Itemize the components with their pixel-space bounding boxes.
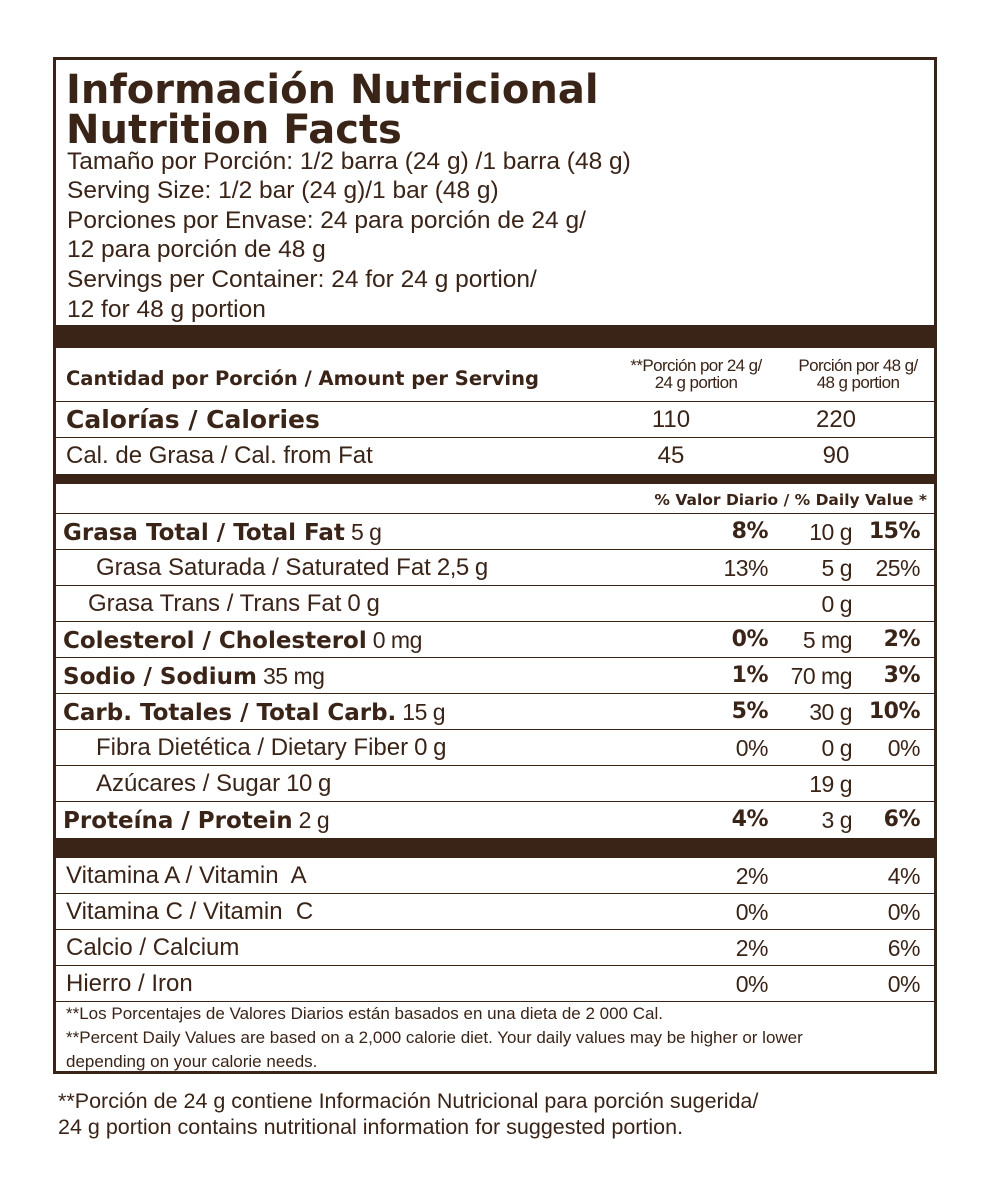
nutrient-dv-48g: 2% — [883, 627, 920, 652]
divider — [56, 437, 934, 438]
footnote-es: **Los Porcentajes de Valores Diarios están basados en una dieta de 2 000 Cal. — [66, 1004, 663, 1023]
nutrient-dv-48g: 10% — [868, 699, 920, 724]
column-header-48g — [783, 357, 933, 391]
vitamin-label: Calcio / Calcium — [66, 934, 240, 961]
nutrient-label-line — [88, 586, 379, 622]
calories-48g: 220 — [815, 406, 857, 433]
nutrient-dv-24g: 1% — [731, 663, 768, 688]
nutrient-name: Grasa Total / Total Fat — [63, 520, 345, 546]
nutrient-row — [56, 802, 934, 838]
nutrient-dv-48g: 6% — [883, 807, 920, 832]
vitamin-dv-48g: 6% — [887, 935, 920, 961]
nutrient-name: Sodio / Sodium — [63, 664, 257, 690]
medium-divider — [56, 474, 934, 484]
nutrient-amount-48g: 5 g — [821, 555, 852, 581]
nutrient-dv-24g: 0% — [735, 735, 768, 761]
thick-divider — [56, 325, 934, 348]
vitamin-row — [56, 858, 934, 894]
vitamin-dv-48g: 0% — [887, 971, 920, 997]
nutrient-dv-24g: 0% — [731, 627, 768, 652]
nutrient-dv-24g: 13% — [723, 555, 768, 581]
nutrient-dv-24g: 5% — [731, 699, 768, 724]
vitamin-label: Vitamina C / Vitamin C — [66, 898, 314, 925]
nutrient-row — [56, 658, 934, 694]
nutrient-amount: 5 g — [350, 519, 382, 545]
cal-from-fat-48g: 90 — [822, 442, 850, 469]
nutrient-amount-48g: 0 g — [821, 591, 852, 617]
nutrient-amount: 0 g — [414, 734, 446, 761]
nutrition-facts-panel — [53, 57, 937, 1074]
vitamin-dv-48g: 4% — [887, 863, 920, 889]
nutrient-amount: 15 g — [402, 699, 446, 725]
servings-per-container-es-1: Porciones por Envase: 24 para porción de 24 g/ — [67, 207, 586, 234]
nutrient-name: Fibra Dietética / Dietary Fiber — [96, 734, 409, 761]
nutrient-dv-48g: 3% — [883, 663, 920, 688]
servings-per-container-es-2: 12 para porción de 48 g — [67, 236, 326, 263]
nutrient-row — [56, 586, 934, 622]
nutrient-label-line — [96, 766, 331, 802]
vitamin-dv-24g: 0% — [735, 899, 768, 925]
nutrient-amount-48g: 3 g — [821, 807, 852, 833]
serving-size-es: Tamaño por Porción: 1/2 barra (24 g) /1 barra (48 g) — [67, 148, 631, 175]
nutrient-amount: 2 g — [298, 807, 330, 833]
daily-value-header: % Valor Diario / % Daily Value * — [654, 491, 927, 509]
nutrient-amount: 35 mg — [262, 663, 325, 689]
nutrient-dv-24g: 8% — [731, 519, 768, 544]
nutrient-amount: 10 g — [286, 770, 331, 797]
divider — [56, 401, 934, 402]
servings-per-container-en-2: 12 for 48 g portion — [67, 296, 266, 323]
vitamin-dv-24g: 2% — [735, 935, 768, 961]
nutrient-amount-48g: 0 g — [821, 735, 852, 761]
vitamin-label: Hierro / Iron — [66, 970, 193, 997]
servings-per-container-en-1: Servings per Container: 24 for 24 g portion/ — [67, 266, 537, 293]
nutrient-dv-48g: 25% — [875, 555, 920, 581]
nutrient-label-line — [63, 514, 381, 551]
nutrient-label-line — [96, 550, 488, 586]
column-header-48g-line1: Porción por 48 g/ — [798, 356, 918, 375]
nutrient-row — [56, 622, 934, 658]
vitamin-dv-24g: 0% — [735, 971, 768, 997]
nutrient-amount-48g: 5 mg — [802, 627, 852, 653]
cal-from-fat-label: Cal. de Grasa / Cal. from Fat — [66, 442, 373, 469]
calories-label: Calorías / Calories — [66, 405, 320, 434]
nutrient-row — [56, 694, 934, 730]
nutrient-row — [56, 730, 934, 766]
thick-divider — [56, 838, 934, 858]
nutrient-amount-48g: 30 g — [809, 699, 852, 725]
title-english: Nutrition Facts — [66, 107, 402, 153]
vitamin-label: Vitamina A / Vitamin A — [66, 862, 307, 889]
cal-from-fat-24g: 45 — [657, 442, 685, 469]
vitamin-dv-48g: 0% — [887, 899, 920, 925]
column-header-24g — [616, 357, 776, 391]
nutrient-name: Grasa Saturada / Saturated Fat — [96, 554, 431, 581]
vitamin-dv-24g: 2% — [735, 863, 768, 889]
nutrient-row — [56, 514, 934, 550]
nutrient-amount-48g: 19 g — [809, 771, 852, 797]
vitamin-row — [56, 930, 934, 966]
serving-size-en: Serving Size: 1/2 bar (24 g)/1 bar (48 g) — [67, 177, 499, 204]
nutrient-name: Proteína / Protein — [63, 808, 293, 834]
vitamin-row — [56, 894, 934, 930]
nutrient-amount: 0 mg — [372, 627, 422, 653]
nutrient-amount-48g: 70 mg — [790, 663, 852, 689]
nutrient-label-line — [63, 694, 445, 731]
calories-24g: 110 — [651, 406, 691, 433]
nutrient-row — [56, 550, 934, 586]
nutrient-label-line — [63, 658, 324, 695]
column-header-24g-line1: **Porción por 24 g/ — [630, 356, 762, 375]
nutrient-name: Azúcares / Sugar — [96, 770, 281, 797]
nutrient-name: Grasa Trans / Trans Fat — [88, 590, 342, 617]
nutrient-amount: 2,5 g — [436, 554, 488, 581]
nutrient-row — [56, 766, 934, 802]
nutrient-label-line — [63, 622, 422, 659]
portion-note-es: **Porción de 24 g contiene Información Nutricional para porción sugerida/ — [58, 1089, 759, 1113]
nutrient-name: Colesterol / Cholesterol — [63, 628, 367, 654]
vitamin-row — [56, 966, 934, 1002]
footnote-en-1: **Percent Daily Values are based on a 2,000 calorie diet. Your daily values may be higher or lower — [66, 1028, 803, 1047]
nutrient-amount: 0 g — [347, 590, 380, 617]
nutrient-label-line — [63, 802, 329, 839]
nutrient-name: Carb. Totales / Total Carb. — [63, 700, 397, 726]
nutrient-dv-48g: 15% — [868, 519, 920, 544]
title-spanish: Información Nutricional — [66, 67, 599, 113]
amount-per-serving-header: Cantidad por Porción / Amount per Serving — [66, 367, 539, 390]
nutrient-dv-24g: 4% — [731, 807, 768, 832]
nutrient-amount-48g: 10 g — [809, 519, 852, 545]
portion-note-en: 24 g portion contains nutritional information for suggested portion. — [58, 1115, 684, 1139]
nutrient-label-line — [96, 730, 446, 766]
column-header-24g-line2: 24 g portion — [654, 373, 738, 392]
column-header-48g-line2: 48 g portion — [816, 373, 900, 392]
nutrient-dv-48g: 0% — [887, 735, 920, 761]
footnote-en-2: depending on your calorie needs. — [66, 1052, 318, 1071]
